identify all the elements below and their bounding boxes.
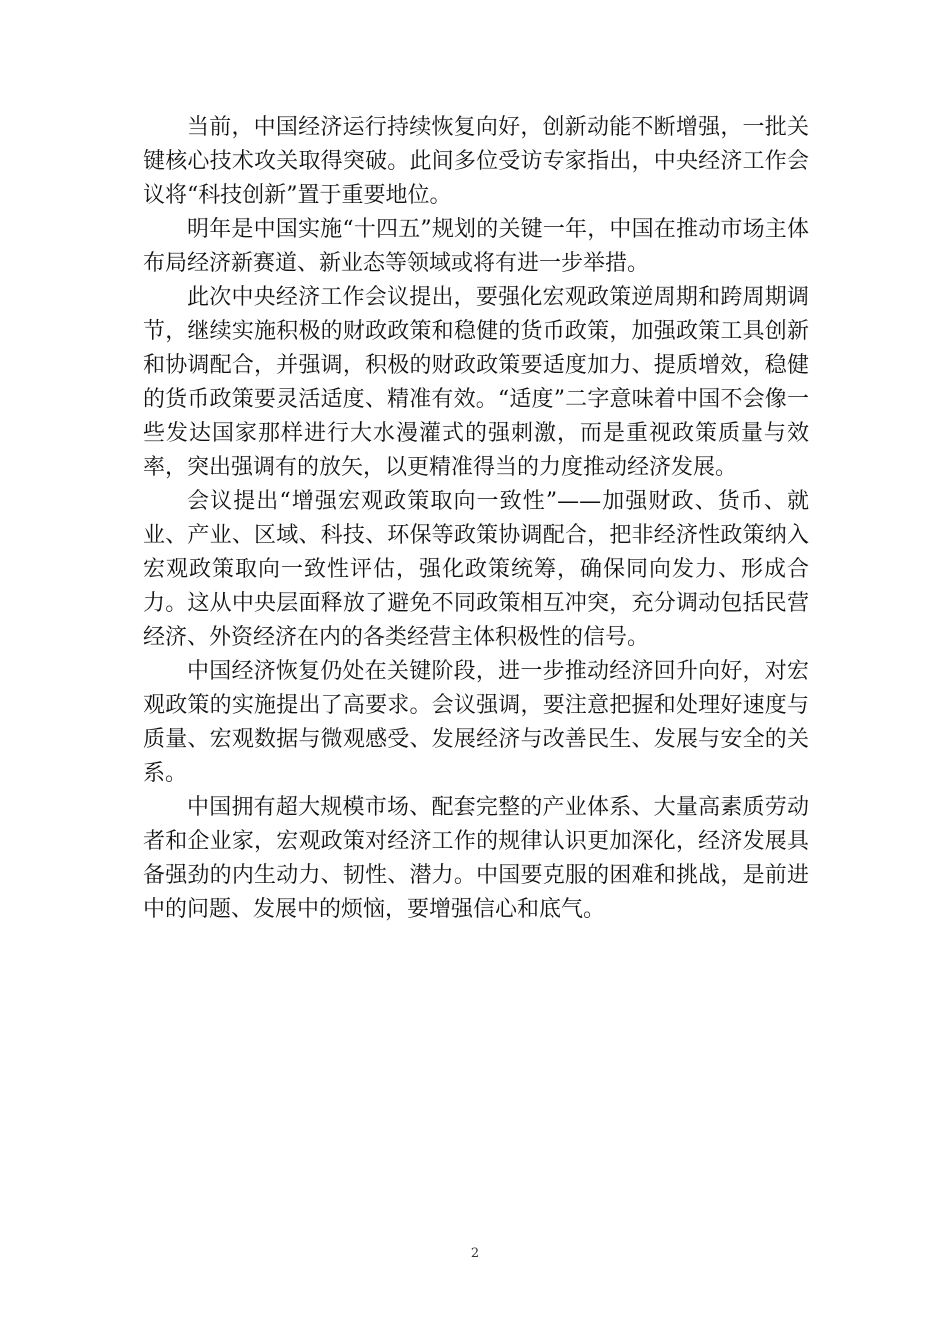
paragraph-6: 中国拥有超大规模市场、配套完整的产业体系、大量高素质劳动者和企业家，宏观政策对经济工作的规律认识更加深化，经济发展具备强劲的内生动力、韧性、潜力。中国要克服的困难和挑战，是前进中的问题、发展中的烦恼，要增强信心和底气。 — [143, 795, 809, 922]
paragraph-4: 会议提出“增强宏观政策取向一致性”——加强财政、货币、就业、产业、区域、科技、环保等政策协调配合，把非经济性政策纳入宏观政策取向一致性评估，强化政策统筹，确保同向发力、形成合力。这从中央层面释放了避免不同政策相互冲突，充分调动包括民营经济、外资经济在内的各类经营主体积极性的信号。 — [143, 489, 809, 650]
paragraph-2: 明年是中国实施“十四五”规划的关键一年，中国在推动市场主体布局经济新赛道、新业态等领域或将有进一步举措。 — [143, 217, 809, 276]
paragraph-1: 当前，中国经济运行持续恢复向好，创新动能不断增强，一批关键核心技术攻关取得突破。此间多位受访专家指出，中央经济工作会议将“科技创新”置于重要地位。 — [143, 115, 809, 208]
page-number: 2 — [470, 1246, 480, 1261]
paragraph-3: 此次中央经济工作会议提出，要强化宏观政策逆周期和跨周期调节，继续实施积极的财政政策和稳健的货币政策，加强政策工具创新和协调配合，并强调，积极的财政政策要适度加力、提质增效，稳健的货币政策要灵活适度、精准有效。“适度”二字意味着中国不会像一些发达国家那样进行大水漫灌式的强刺激，而是重视政策质量与效率，突出强调有的放矢，以更精准得当的力度推动经济发展。 — [143, 285, 809, 480]
body-text — [143, 111, 809, 927]
paragraph-5: 中国经济恢复仍处在关键阶段，进一步推动经济回升向好，对宏观政策的实施提出了高要求。会议强调，要注意把握和处理好速度与质量、宏观数据与微观感受、发展经济与改善民生、发展与安全的关系。 — [143, 659, 809, 786]
